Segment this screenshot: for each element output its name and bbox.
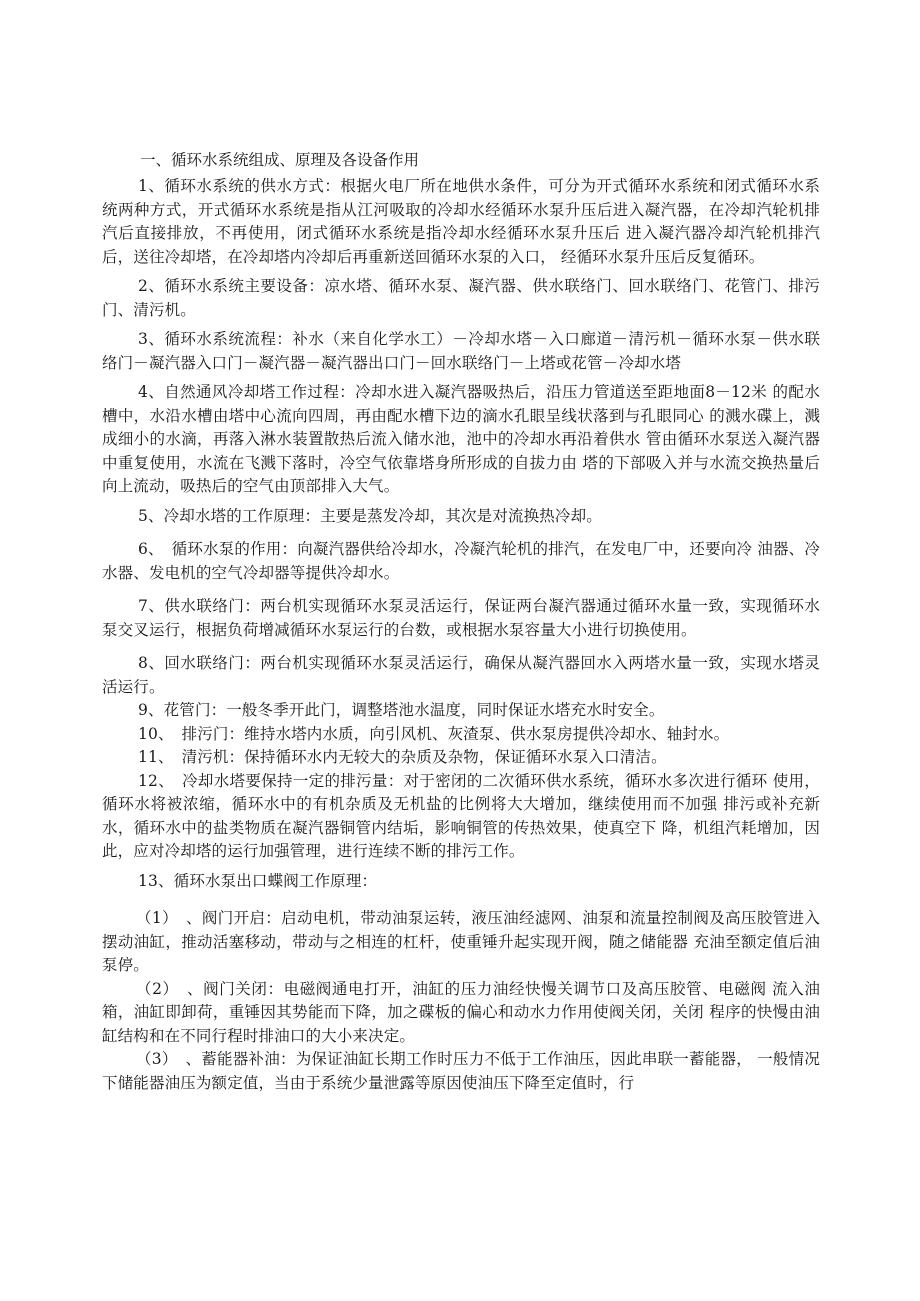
paragraph-8-return-tie-valve: 8、回水联络门：两台机实现循环水泵灵活运行，确保从凝汽器回水入两塔水量一致，实现水塔灵活运行。 [102, 654, 820, 696]
paragraph-12-blowdown: 12、 冷却水塔要保持一定的排污量：对于密闭的二次循环供水系统，循环水多次进行循环 使用，循环水将被浓缩，循环水中的有机杂质及无机盐的比例将大大增加，继续使用而不加强 排污或补充新水，循环水中的盐类物质在凝汽器铜管内结垢，影响铜管的传热效果，使真空下 降，机组汽耗增加，因此，应对冷却塔的运行加强管理，进行连续不断的排污工作。 [102, 771, 820, 860]
paragraph-5-cooling-principle: 5、冷却水塔的工作原理：主要是蒸发冷却，其次是对流换热冷却。 [138, 506, 602, 525]
paragraph-4-cooling-tower-process: 4、自然通风冷却塔工作过程：冷却水进入凝汽器吸热后，沿压力管道送至距地面8－12米 的配水槽中，水沿水槽由塔中心流向四周，再由配水槽下边的滴水孔眼呈线状落到与孔眼同心 的溅水碟上，溅成细小的水滴，再落入淋水装置散热后流入储水池，池中的冷却水再沿着供水 管由循环水泵送入凝汽器中重复使用，水流在飞溅下落时，冷空气依靠塔身所形成的自拔力由 塔的下部吸入并与水流交换热量后向上流动，吸热后的空气由顶部排入大气。 [102, 383, 820, 495]
paragraph-accumulator-refill: （3） 、蓄能器补油：为保证油缸长期工作时压力不低于工作油压，因此串联一蓄能器， 一般情况下储能器油压为额定值，当由于系统少量泄露等原因使油压下降至定值时，行 [102, 1050, 820, 1092]
paragraph-1-supply-mode: 1、循环水系统的供水方式：根据火电厂所在地供水条件，可分为开式循环水系统和闭式循环水系统两种方式，开式循环水系统是指从江河吸取的冷却水经循环水泵升压后进入凝汽器，在冷却汽轮机排汽后直接排放，不再使用，闭式循环水系统是指冷却水经循环水泵升压后 进入凝汽器冷却汽轮机排汽后，送往冷却塔，在冷却塔内冷却后再重新送回循环水泵的入口， 经循环水泵升压后反复循环。 [102, 177, 820, 266]
paragraph-9-spray-valve: 9、花管门：一般冬季开此门，调整塔池水温度，同时保证水塔充水时安全。 [138, 701, 665, 719]
paragraph-6-pump-function: 6、 循环水泵的作用：向凝汽器供给冷却水，冷凝汽轮机的排汽，在发电厂中，还要向冷 油器、冷水器、发电机的空气冷却器等提供冷却水。 [102, 540, 820, 582]
paragraph-valve-closing: （2） 、阀门关闭：电磁阀通电打开，油缸的压力油经快慢关调节口及高压胶管、电磁阀 流入油箱，油缸即卸荷，重锤因其势能而下降，加之碟板的偏心和动水力作用使阀关闭，关闭 程序的快慢由油缸结构和在不同行程时排油口的大小来决定。 [102, 979, 820, 1045]
paragraph-2-main-equipment: 2、循环水系统主要设备：凉水塔、循环水泵、凝汽器、供水联络门、回水联络门、花管门、排污门、清污机。 [102, 277, 820, 319]
paragraph-valve-opening: （1） 、阀门开启：启动电机，带动油泵运转，液压油经滤网、油泵和流量控制阀及高压胶管进入摆动油缸，推动活塞移动，带动与之相连的杠杆，使重锤升起实现开阀，随之储能器 充油至额定值后油泵停。 [102, 909, 820, 974]
paragraph-7-supply-tie-valve: 7、供水联络门：两台机实现循环水泵灵活运行，保证两台凝汽器通过循环水量一致，实现循环水泵交叉运行，根据负荷增减循环水泵运行的台数，或根据水泵容量大小进行切换使用。 [102, 597, 820, 639]
paragraph-10-drain-valve: 10、 排污门：维持水塔内水质，向引风机、灰渣泵、供水泵房提供冷却水、轴封水。 [138, 724, 730, 743]
paragraph-3-system-flow: 3、循环水系统流程：补水（来自化学水工）－冷却水塔－入口廊道－清污机－循环水泵－供水联络门－凝汽器入口门－凝汽器－凝汽器出口门－回水联络门－上塔或花管－冷却水塔 [102, 330, 820, 372]
section-heading: 一、循环水系统组成、原理及各设备作用 [140, 151, 420, 169]
paragraph-11-screen-cleaner: 11、 清污机：保持循环水内无较大的杂质及杂物，保证循环水泵入口清洁。 [138, 748, 667, 766]
paragraph-13-butterfly-valve: 13、循环水泵出口蝶阀工作原理： [138, 871, 378, 890]
